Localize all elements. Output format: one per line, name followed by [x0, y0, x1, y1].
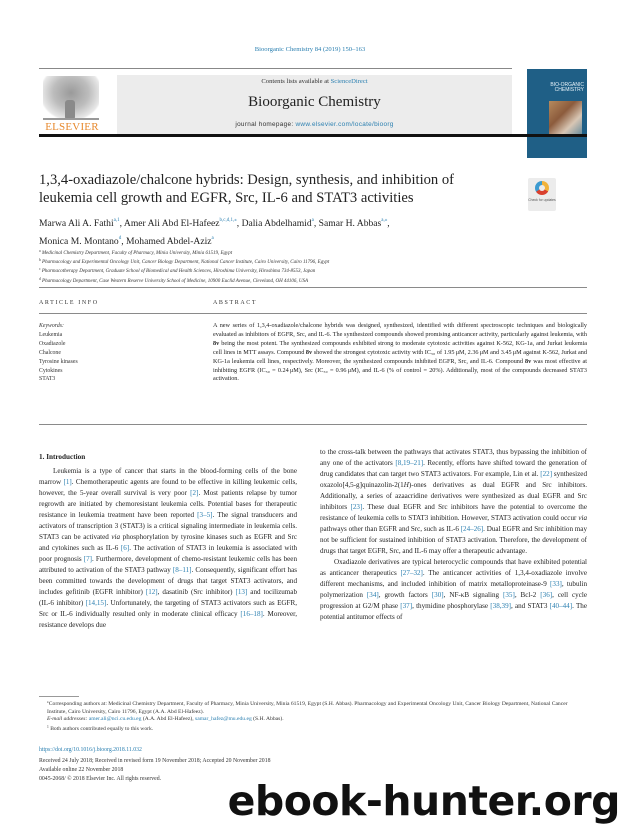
author-name: Monica M. Montano	[39, 235, 119, 247]
body-text: . Chemotherapeutic agents are found to be effective in killing leukemic cells, however, the 5-year overall survival is very poor	[39, 478, 297, 497]
abstract-segment: A new series of 1,3,4-oxadiazole/chalcone hybrids was designed, synthesized, identified with different spectroscopic techniques and biologically evaluated as inhibitors of EGFR, Src, and IL-6. The synthesized compounds showed promising anticancer activity, particularly against leukemia, with	[213, 322, 587, 338]
reference-link[interactable]: [14,15]	[85, 599, 107, 607]
sciencedirect-link[interactable]: ScienceDirect	[330, 78, 368, 85]
affiliation-item	[39, 276, 579, 285]
author-name: Samar H. Abbas	[318, 218, 382, 229]
reference-link[interactable]: [30]	[431, 591, 444, 599]
body-column-left	[39, 466, 297, 631]
homepage-prefix: journal homepage:	[235, 121, 296, 128]
reference-link[interactable]: [8–11]	[172, 566, 192, 574]
author[interactable]	[319, 218, 388, 229]
author[interactable]	[242, 218, 314, 229]
header-thick-rule	[39, 134, 587, 137]
author-list	[39, 214, 519, 249]
body-text: )-ones derivatives as dual EGFR and Src inhibitors. Additionally, a series of azaacridine derivatives were synthesized as dual EGFR and Src inhibitors	[320, 481, 587, 511]
received-dates: Received 24 July 2018; Received in revised form 19 November 2018; Accepted 20 November 2018	[39, 758, 271, 764]
footnote-text: Both authors contributed equally to this work.	[50, 726, 154, 733]
footnote-text: Corresponding authors at: Medicinal Chemistry Department, Faculty of Pharmacy, Minia University, Minia 61519, Egypt (S.H. Abbas). Pharmacology and Experimental Oncology Unit, Cancer Biology Department, National Cancer Institute, Cairo University, Cairo 11796, Egypt (A.A. Abd El-Hafeez).	[47, 701, 568, 715]
italic-text: H	[403, 481, 409, 489]
body-text: Leukemia is a type of cancer that starts in the blood-forming cells of the bone marrow	[39, 467, 297, 486]
author[interactable]	[126, 236, 214, 247]
author-separator: ,	[387, 218, 390, 229]
article-info-rule	[39, 313, 214, 314]
keyword: STAT3	[39, 376, 56, 383]
abstract-segment: being the most potent. The synthesized compounds exhibited strong to moderate cytotoxic activities against K-562, KG-1a, and Jurkat leukemia cell lines in MTT assays. Compound	[213, 339, 587, 356]
footnotes	[39, 699, 587, 734]
body-text: . Consequently, significant effort has been committed towards the development of drugs that target STAT3 activators, and includes gefitinib (EGFR inhibitor)	[39, 566, 298, 596]
body-text: . Unfortunately, the targeting of STAT3 activators such as EGFR, Src or IL-6 individually resulted only in moderate clinical efficacy	[39, 599, 297, 618]
author-separator: ,	[236, 218, 242, 229]
reference-link[interactable]: [23]	[350, 503, 363, 511]
keywords-label: Keywords:	[39, 323, 64, 329]
reference-link[interactable]: [1]	[63, 478, 72, 486]
body-text: pathways other than EGFR and Src, such as IL-6	[320, 525, 461, 533]
reference-link[interactable]: [6]	[120, 544, 130, 552]
email-owner: (S.H. Abbas).	[251, 716, 284, 723]
author-name: Amer Ali Abd El-Hafeez	[123, 218, 220, 229]
reference-link[interactable]: [3–5]	[197, 511, 213, 519]
abstract-text	[213, 322, 587, 384]
italic-text: via	[578, 514, 587, 522]
article-info-heading: ARTICLE INFO	[39, 300, 99, 306]
affiliation-key: b	[39, 258, 41, 263]
reference-link[interactable]: [36]	[540, 591, 553, 599]
corresponding-author-note	[39, 699, 587, 716]
email-owner: (A.A. Abd El-Hafeez),	[141, 716, 196, 723]
crossmark-label: Check for updates	[528, 198, 556, 202]
reference-link[interactable]: [35]	[503, 591, 515, 599]
affiliation-text: Pharmacology Department, Case Western Reserve University School of Medicine, 10900 Euclid Avenue, Cleveland, OH 44106, USA	[42, 278, 309, 284]
affiliation-key: d	[39, 276, 41, 281]
abstract-rule	[213, 313, 587, 314]
body-text: and tocilizumab (IL-6 inhibitor)	[39, 588, 298, 607]
doi-link[interactable]: https://doi.org/10.1016/j.bioorg.2018.11.032	[39, 747, 142, 753]
reference-link[interactable]: [37]	[400, 602, 413, 610]
abstract-heading: ABSTRACT	[213, 300, 258, 306]
keyword: Leukemia	[39, 331, 63, 338]
cover-title-line2: CHEMISTRY	[554, 87, 584, 93]
body-text: to the cross-talk between the pathways that activates STAT3, thus bypassing the inhibition of any one of the activators	[320, 448, 587, 467]
article-title: 1,3,4-oxadiazole/chalcone hybrids: Design, synthesis, and inhibition of leukemia cell growth and EGFR, Src, IL-6 and STAT3 activities	[39, 172, 455, 206]
author-separator: ,	[313, 218, 319, 229]
compound-label: 8v	[213, 339, 220, 347]
elsevier-wordmark: ELSEVIER	[45, 121, 99, 133]
reference-link[interactable]: [16–18]	[240, 610, 263, 618]
body-text: , NF-κB signaling	[443, 591, 503, 599]
abstract-segment: showed the strongest cytotoxic activity with IC₅₀ of 1.95 μM, 2.36 μM and 3.45 μM against K-562, Jurkat and KG-1a leukemia cell lines, respectively. Moreover, the synthesized compounds inhibited EGFR, Src, and IL-6. Compound	[213, 348, 587, 365]
author-affil-marker[interactable]: b,c,d,1,⁎	[219, 218, 237, 223]
footnote-marker: ⁎	[47, 700, 49, 704]
footnote-rule	[39, 696, 79, 697]
body-text: , cell cycle progression at G2/M phase	[320, 591, 587, 610]
reference-link[interactable]: [22]	[540, 470, 553, 478]
author[interactable]	[39, 236, 121, 247]
intro-paragraph	[39, 466, 297, 631]
reference-link[interactable]: [7]	[83, 555, 93, 563]
affiliation-text: Medicinal Chemistry Department, Faculty of Pharmacy, Minia University, Minia 61519, Egypt	[41, 251, 233, 256]
tree-trunk-icon	[65, 100, 75, 120]
reference-link[interactable]: [27–32]	[400, 569, 423, 577]
author-separator: ,	[119, 218, 124, 229]
cover-artwork	[549, 101, 582, 134]
keyword: Tyrosine kinases	[39, 358, 78, 365]
keyword: Oxadiazole	[39, 340, 66, 347]
body-text: , tubulin polymerization	[320, 580, 587, 599]
body-text: . Moreover, resistance develops due	[39, 610, 297, 629]
body-text: . Most patients relapse by tumor regrowth are initiated by chemoresistant leukemia cells. Potential bases for therapeutic resistance in leukemia treatment have been reported	[39, 489, 297, 519]
author-affil-marker[interactable]: d	[118, 235, 122, 241]
reference-link[interactable]: [38,39]	[490, 602, 511, 610]
author[interactable]	[124, 218, 237, 229]
affiliation-key: c	[39, 267, 41, 272]
equal-contribution-note	[39, 724, 587, 734]
reference-link[interactable]: [13]	[235, 588, 248, 596]
author-name: Dalia Abdelhamid	[241, 218, 312, 229]
author-name: Mohamed Abdel-Aziz	[125, 235, 212, 247]
body-text: . The activation of STAT3 in leukemia is associated with poor prognosis	[39, 544, 297, 563]
body-text: , dasatinib (Src inhibitor)	[157, 588, 236, 596]
online-date: Available online 22 November 2018	[39, 767, 124, 773]
keyword: Cytokines	[39, 367, 63, 374]
affiliation-item	[39, 257, 579, 266]
abstract-segment: was most effective at inhibiting EGFR (IC₅₀ = 0.24 μM), Src (IC₅₀ = 0.96 μM), and IL-6 (% of control = 20%). Additionally, most of the compounds decreased STAT3 activation.	[213, 357, 588, 383]
author-affil-marker[interactable]: a,1	[113, 218, 120, 223]
introduction-heading: 1. Introduction	[39, 453, 86, 461]
author-affil-marker[interactable]: a	[311, 218, 314, 223]
abstract-end-rule	[39, 424, 587, 425]
contents-prefix: Contents lists available at	[261, 78, 331, 85]
body-text: . The signal transducers and activators of transcription 3 (STAT3) is a critical signaling intermediate in leukemia cells. STAT3 can be activated	[39, 511, 297, 541]
body-text: phosphorylation by tyrosine kinases such as EGFR and Src and cytokines such as IL-6	[39, 533, 297, 552]
intro-paragraph-continued	[320, 447, 587, 557]
body-text: synthesized oxazolo[4,5-g]quinazolin-2(1	[320, 470, 587, 489]
body-text: . Furthermore, development of chemo-resistant leukemic cells has been attributed to activation of the STAT3 pathway	[39, 555, 298, 574]
journal-name: Bioorganic Chemistry	[248, 94, 381, 110]
contents-available-line	[117, 78, 512, 85]
watermark-text: ebook-hunter.org	[227, 777, 620, 825]
intro-paragraph	[320, 557, 587, 623]
section-divider	[39, 287, 587, 288]
reference-link[interactable]: [8,19–21]	[395, 459, 424, 467]
body-text: Oxadiazole derivatives are typical heterocyclic compounds that have exhibited potential as anticancer therapeutics	[320, 558, 587, 577]
email-label: E-mail addresses:	[47, 716, 88, 723]
cover-title-line1: BIO-ORGANIC	[550, 82, 584, 88]
keywords-block	[39, 322, 199, 384]
logo-ground	[43, 118, 99, 120]
reference-link[interactable]: [40–44]	[549, 602, 573, 610]
author-name: Marwa Ali A. Fathi	[39, 218, 114, 229]
body-text: . Dual EGFR and Src inhibition may not be sufficient for sustained inhibition of STAT3 activation. Therefore, the development of drugs that target EGFR, Src, and IL-6 may offer a therapeutic advantage.	[320, 525, 587, 555]
affiliation-item	[39, 266, 579, 275]
email-addresses	[39, 716, 587, 724]
body-text: , Bcl-2	[514, 591, 541, 599]
author[interactable]	[39, 218, 120, 229]
email-link[interactable]: samar_hafez@mu.edu.eg	[195, 716, 252, 723]
author-affil-marker[interactable]: a,⁎	[381, 218, 388, 223]
reference-link[interactable]: [33]	[550, 580, 562, 588]
body-text: . Recently, efforts have shifted toward the generation of drug candidates that can target two STAT3 activators. For example, Lin et al.	[320, 459, 587, 478]
affiliation-list	[39, 248, 579, 285]
elsevier-logo[interactable]	[39, 74, 105, 136]
affiliation-key: a	[39, 249, 41, 253]
reference-link[interactable]: [12]	[145, 588, 158, 596]
journal-cover-image[interactable]	[527, 69, 587, 158]
author-affil-marker[interactable]: a	[211, 235, 214, 241]
crossmark-icon	[535, 181, 549, 195]
affiliation-text: Pharmacotherapy Department, Graduate School of Biomedical and Health Sciences, Hiroshima University, Hiroshima 734-8553, Japan	[41, 269, 316, 275]
check-for-updates-button[interactable]	[528, 178, 556, 211]
footnote-marker: 1	[47, 725, 49, 730]
reference-link[interactable]: [2]	[190, 489, 199, 497]
body-column-right	[320, 447, 587, 623]
body-text: , thymidine phosphorylase	[412, 602, 491, 610]
keyword: Chalcone	[39, 349, 61, 356]
email-link[interactable]: amer.ali@nci.cu.edu.eg	[88, 716, 142, 723]
affiliation-item	[39, 248, 579, 257]
compound-label: 8v	[525, 357, 532, 365]
homepage-link[interactable]: www.elsevier.com/locate/bioorg	[295, 121, 394, 128]
author-separator: ,	[121, 235, 126, 247]
cover-title	[532, 83, 584, 93]
body-text: . The potential antitumor effects of	[320, 602, 587, 621]
body-text: . The anticancer activities of 1,3,4-oxadiazole involve different mechanisms, and included inhibition of matrix metalloproteinase-9	[320, 569, 588, 588]
header-divider	[39, 68, 512, 69]
compound-label: 8v	[305, 348, 313, 356]
body-text: . These dual EGFR and Src inhibitors have the potential to overcome the resistance of leukemia cells to STAT3 inhibition. However, STAT3 activation could occur	[320, 503, 587, 522]
italic-text: via	[111, 533, 121, 541]
reference-link[interactable]: [34]	[366, 591, 379, 599]
affiliation-text: Pharmacology and Experimental Oncology Unit, Cancer Biology Department, National Cancer Institute, Cairo University, Cairo 11796, Egypt	[42, 260, 330, 266]
body-text: , growth factors	[378, 591, 432, 599]
copyright-line: 0045-2068/ © 2018 Elsevier Inc. All rights reserved.	[39, 776, 162, 782]
reference-link[interactable]: [24–26]	[460, 525, 484, 533]
journal-citation[interactable]: Bioorganic Chemistry 84 (2019) 150–163	[254, 46, 366, 53]
body-text: , and STAT3	[510, 602, 550, 610]
journal-homepage-line	[117, 121, 512, 128]
